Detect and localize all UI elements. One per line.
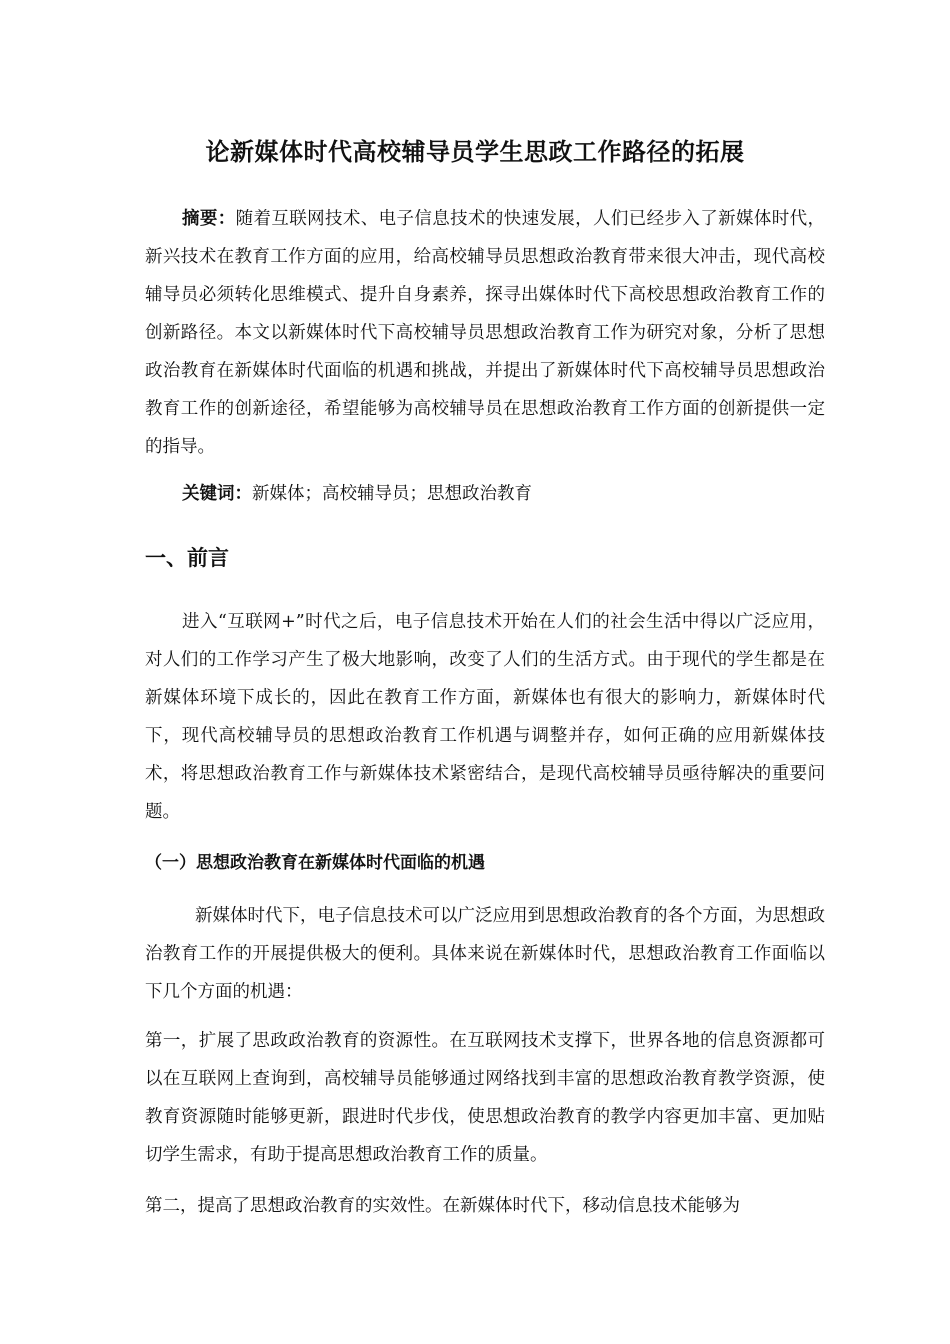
keywords-text: 新媒体；高校辅导员；思想政治教育	[252, 484, 532, 504]
keywords-label: 关键词：	[182, 484, 252, 504]
subsection-intro-paragraph: 新媒体时代下，电子信息技术可以广泛应用到思想政治教育的各个方面，为思想政治教育工作的开展提供极大的便利。具体来说在新媒体时代，思想政治教育工作面临以下几个方面的机遇：	[145, 906, 825, 1002]
point-two-paragraph: 第二，提高了思想政治教育的实效性。在新媒体时代下，移动信息技术能够为	[145, 1196, 740, 1216]
intro-paragraph: 进入“互联网+”时代之后，电子信息技术开始在人们的社会生活中得以广泛应用，对人们的工作学习产生了极大地影响，改变了人们的生活方式。由于现代的学生都是在新媒体环境下成长的，因此在教育工作方面，新媒体也有很大的影响力，新媒体时代下，现代高校辅导员的思想政治教育工作机遇与调整并存，如何正确的应用新媒体技术，将思想政治教育工作与新媒体技术紧密结合，是现代高校辅导员亟待解决的重要问题。	[145, 612, 825, 822]
abstract-paragraph	[145, 200, 825, 466]
point-one-paragraph: 第一，扩展了思政政治教育的资源性。在互联网技术支撑下，世界各地的信息资源都可以在互联网上查询到，高校辅导员能够通过网络找到丰富的思想政治教育教学资源，使教育资源随时能够更新，跟进时代步伐，使思想政治教育的教学内容更加丰富、更加贴切学生需求，有助于提高思想政治教育工作的质量。	[145, 1031, 825, 1165]
page-title: 论新媒体时代高校辅导员学生思政工作路径的拓展	[205, 138, 745, 166]
keywords-paragraph	[145, 475, 825, 513]
abstract-label: 摘要：	[182, 209, 236, 229]
section-heading: 一、前言	[145, 546, 229, 570]
abstract-text: 随着互联网技术、电子信息技术的快速发展，人们已经步入了新媒体时代，新兴技术在教育工作方面的应用，给高校辅导员思想政治教育带来很大冲击，现代高校辅导员必须转化思维模式、提升自身素养，探寻出媒体时代下高校思想政治教育工作的创新路径。本文以新媒体时代下高校辅导员思想政治教育工作为研究对象，分析了思想政治教育在新媒体时代面临的机遇和挑战，并提出了新媒体时代下高校辅导员思想政治教育工作的创新途径，希望能够为高校辅导员在思想政治教育工作方面的创新提供一定的指导。	[145, 209, 826, 457]
subsection-heading: （一）思想政治教育在新媒体时代面临的机遇	[145, 853, 485, 873]
